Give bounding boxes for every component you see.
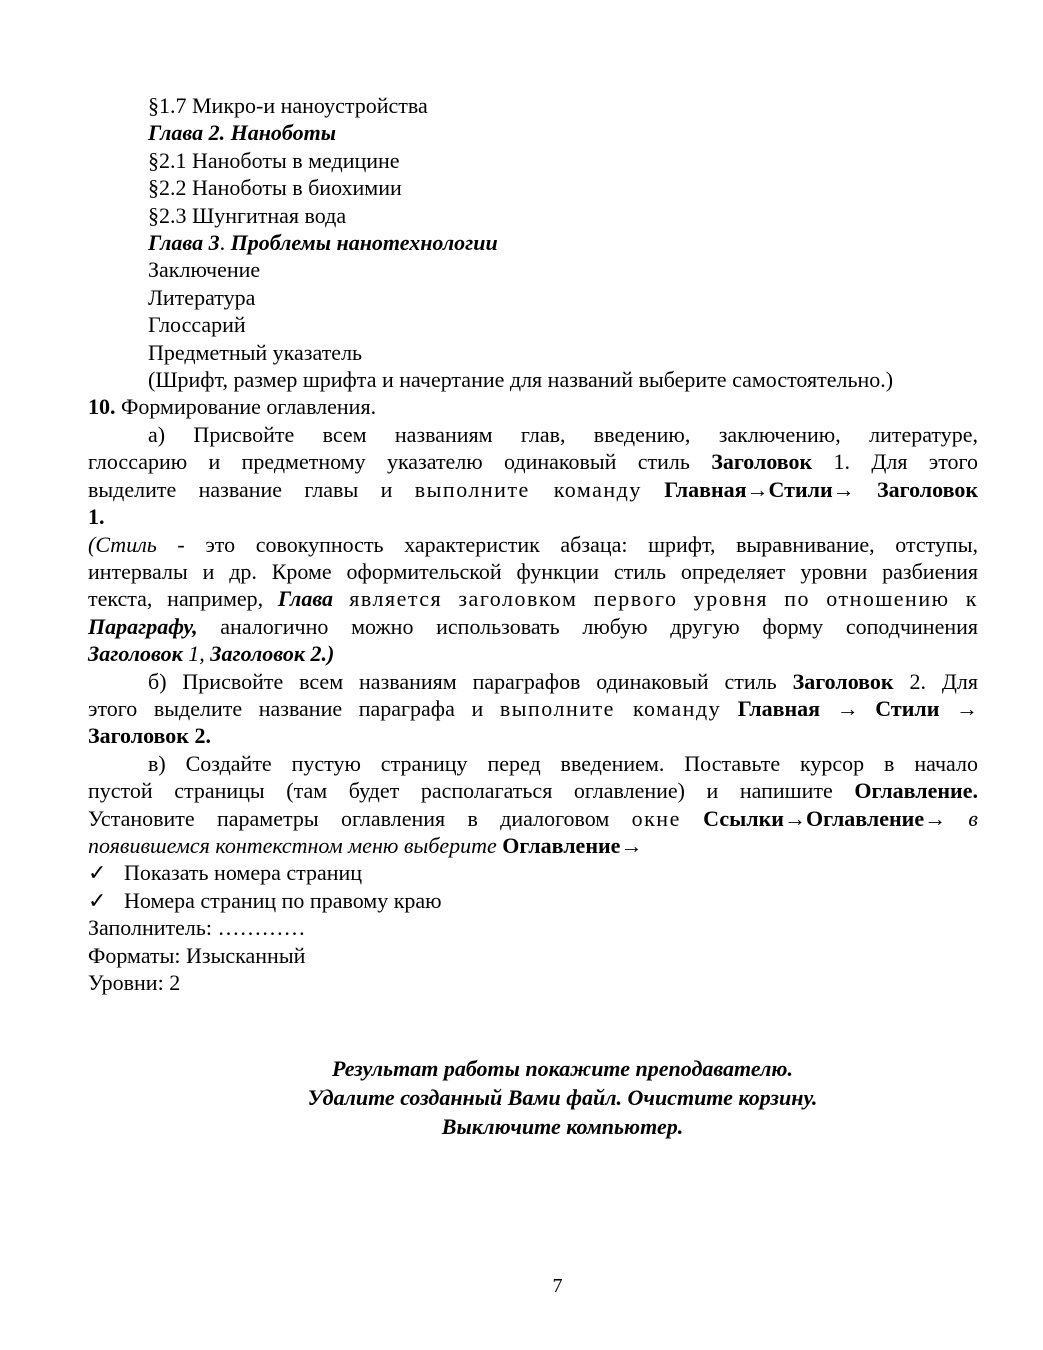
toc-item-s21: §2.1 Наноботы в медицине [148,147,400,173]
option-right-align-page-numbers: ✓ Номера страниц по правому краю [88,887,442,913]
toc-chapter-3: Глава 3. Проблемы нанотехнологии [148,230,498,256]
option-formats: Форматы: Изысканный [88,942,306,968]
toc-index: Предметный указатель [148,339,363,365]
toc-chapter-2: Глава 2. Наноботы [148,120,336,146]
toc-item-s17: §1.7 Микро-и наноустройства [148,93,428,118]
option-filler: Заполнитель: ………… [88,915,306,941]
toc-item-s22: §2.2 Наноботы в биохимии [148,175,402,201]
style-note: (Стиль - это совокупность характеристик абзаца: шрифт, выравнивание, отступы, интервалы и др. Кроме оформительской функции стиль определяет уровни разбиения текста, например, Глава является заголовком первого уровня по отношению к Параграфу, аналогично можно использовать любую другую форму соподчинения Заголовок 1, Заголовок 2.) [88,531,978,667]
toc-conclusion: Заключение [148,257,261,283]
toc-item-s23: §2.3 Шунгитная вода [148,202,347,228]
option-show-page-numbers: ✓ Показать номера страниц [88,860,363,886]
toc-literature: Литература [148,284,256,310]
page-number: 7 [552,1275,563,1297]
final-instructions: Результат работы покажите преподавателю. Удалите созданный Вами файл. Очистите корзину. Выключите компьютер. [307,1056,818,1139]
checkmark-icon: ✓ [88,860,107,886]
paragraph-c: в) Создайте пустую страницу перед введением. Поставьте курсор в начало пустой страницы (там будет располагаться оглавление) и напишите Оглавление. Установите параметры оглавления в диалоговом окне Ссылки→Оглавление→ в появившемся контекстном меню выберите Оглавление→ [88,750,978,858]
paragraph-b: б) Присвойте всем названиям параграфов одинаковый стиль Заголовок 2. Для этого выделите название параграфа и выполните команду Главная → Стили → Заголовок 2. [88,668,979,749]
toc-glossary: Глоссарий [148,312,246,338]
checkmark-icon: ✓ [88,887,107,913]
font-note: (Шрифт, размер шрифта и начертание для названий выберите самостоятельно.) [148,367,894,393]
task-10-heading: 10. Формирование оглавления. [88,394,377,420]
paragraph-a: а) Присвойте всем названиям глав, введению, заключению, литературе, глоссарию и предметному указателю одинаковый стиль Заголовок 1. Для этого выделите название главы и выполните команду Главная→Стили→ Заголовок 1. [88,421,978,530]
document-page [88,92,978,996]
option-levels: Уровни: 2 [88,970,181,995]
